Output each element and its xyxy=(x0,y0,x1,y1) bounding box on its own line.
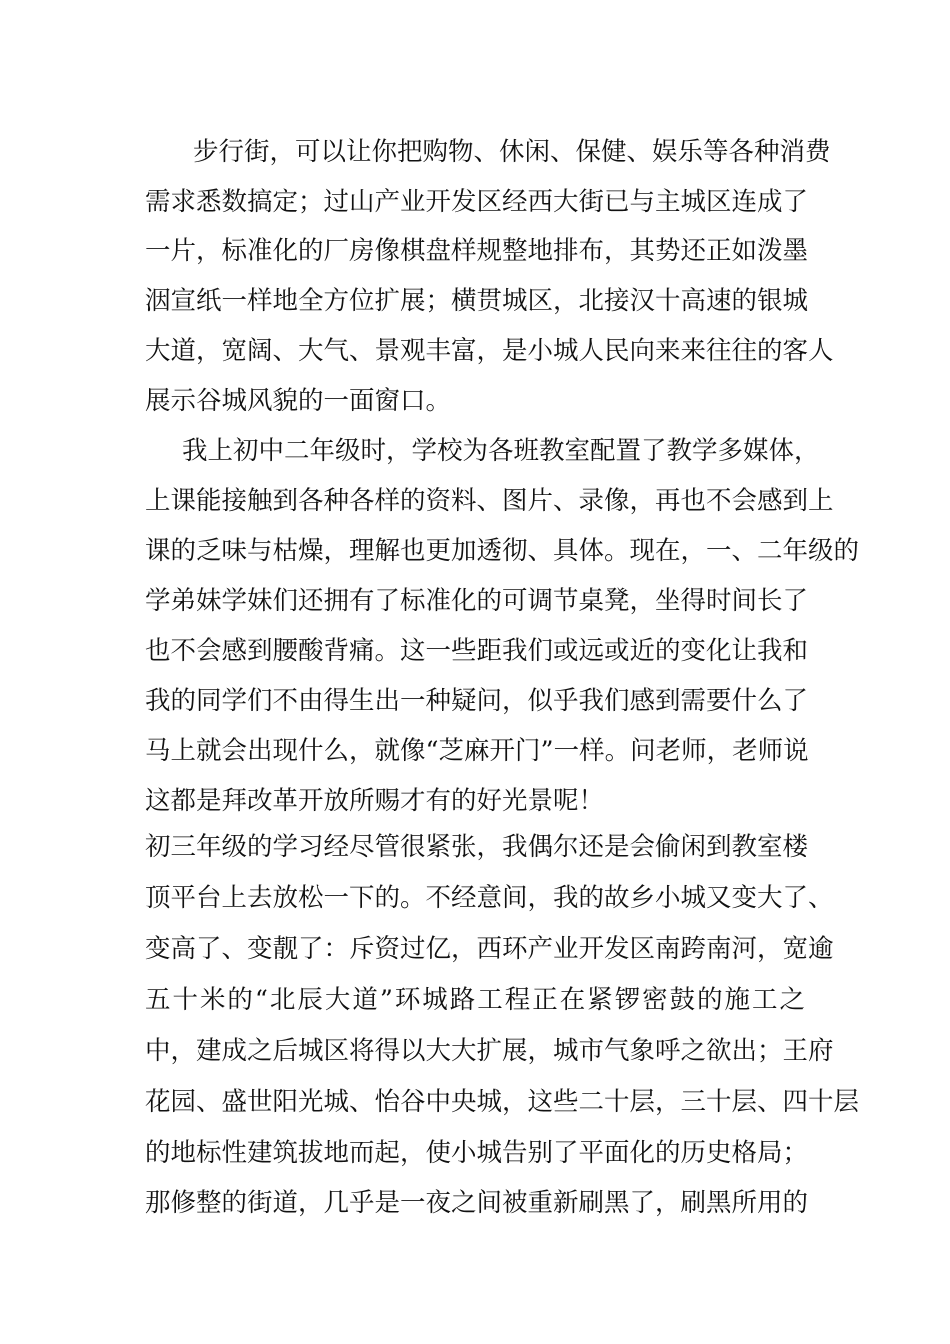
text-line: 马上就会出现什么，就像“芝麻开门”一样。问老师，老师说 xyxy=(145,736,809,766)
text-line: 上课能接触到各种各样的资料、图片、录像，再也不会感到上 xyxy=(145,486,834,516)
text-line: 洇宣纸一样地全方位扩展；横贯城区，北接汉十高速的银城 xyxy=(145,286,809,316)
text-line: 展示谷城风貌的一面窗口。 xyxy=(145,386,452,416)
text-line: 步行街，可以让你把购物、休闲、保健、娱乐等各种消费 xyxy=(193,137,831,167)
text-line: 一片，标准化的厂房像棋盘样规整地排布，其势还正如泼墨 xyxy=(145,236,809,266)
text-line: 的地标性建筑拔地而起，使小城告别了平面化的历史格局； xyxy=(145,1138,809,1168)
text-line: 初三年级的学习经尽管很紧张，我偶尔还是会偷闲到教室楼 xyxy=(145,832,809,862)
text-line: 五十米的“北辰大道”环城路工程正在紧锣密鼓的施工之 xyxy=(145,985,805,1015)
text-line: 学弟妹学妹们还拥有了标准化的可调节桌凳，坐得时间长了 xyxy=(145,586,809,616)
text-line: 花园、盛世阳光城、怡谷中央城，这些二十层，三十层、四十层 xyxy=(145,1087,860,1117)
text-line: 我上初中二年级时，学校为各班教室配置了教学多媒体， xyxy=(182,436,820,466)
text-line: 需求悉数搞定；过山产业开发区经西大街已与主城区连成了 xyxy=(145,187,809,217)
text-line: 大道，宽阔、大气、景观丰富，是小城人民向来来往往的客人 xyxy=(145,336,834,366)
text-line: 课的乏味与枯燥，理解也更加透彻、具体。现在，一、二年级的 xyxy=(145,536,860,566)
text-line: 顶平台上去放松一下的。不经意间，我的故乡小城又变大了、 xyxy=(145,883,834,913)
text-line: 中，建成之后城区将得以大大扩展，城市气象呼之欲出；王府 xyxy=(145,1036,834,1066)
text-line: 我的同学们不由得生出一种疑问，似乎我们感到需要什么了 xyxy=(145,686,809,716)
text-line: 这都是拜改革开放所赐才有的好光景呢！ xyxy=(145,786,605,816)
text-line: 那修整的街道，几乎是一夜之间被重新刷黑了，刷黑所用的 xyxy=(145,1188,809,1218)
text-line: 也不会感到腰酸背痛。这一些距我们或远或近的变化让我和 xyxy=(145,636,809,666)
text-line: 变高了、变靓了：斥资过亿，西环产业开发区南跨南河，宽逾 xyxy=(145,934,834,964)
